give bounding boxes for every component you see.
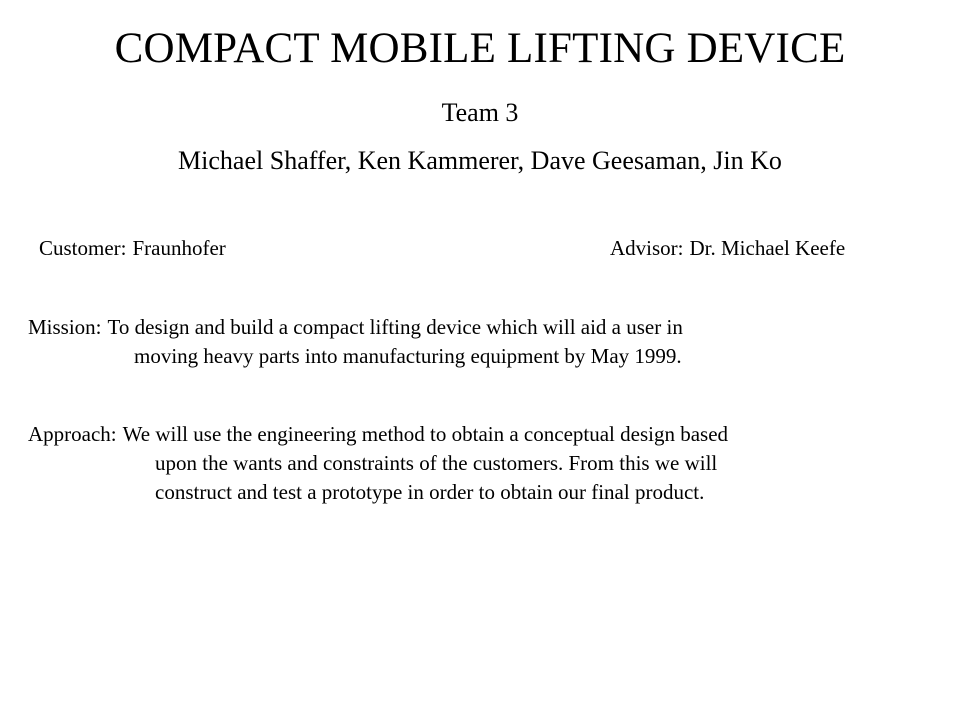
mission-text-1: To design and build a compact lifting device which will aid a user in [107, 315, 683, 339]
approach-text-3: construct and test a prototype in order to obtain our final product. [155, 480, 705, 504]
approach-line-3 [28, 478, 938, 507]
approach-label: Approach: [28, 422, 117, 446]
customer-label: Customer: [39, 236, 127, 260]
customer-line [39, 233, 226, 263]
approach-line-1 [28, 420, 938, 449]
advisor-value: Dr. Michael Keefe [689, 236, 846, 260]
mission-line-2 [28, 342, 938, 371]
approach-text-1: We will use the engineering method to obtain a conceptual design based [122, 422, 729, 446]
mission-statement [28, 313, 938, 371]
approach-line-2 [28, 449, 938, 478]
team-members: Michael Shaffer, Ken Kammerer, Dave Geesaman, Jin Ko [178, 146, 782, 175]
mission-text-2: moving heavy parts into manufacturing equipment by May 1999. [134, 344, 682, 368]
mission-line-1 [28, 313, 938, 342]
approach-statement [28, 420, 938, 507]
advisor-line [610, 233, 845, 263]
slide-title: COMPACT MOBILE LIFTING DEVICE [114, 25, 846, 72]
customer-value: Fraunhofer [132, 236, 226, 260]
approach-text-2: upon the wants and constraints of the customers. From this we will [155, 451, 718, 475]
team-name: Team 3 [441, 98, 519, 127]
mission-label: Mission: [28, 315, 102, 339]
advisor-label: Advisor: [610, 236, 684, 260]
